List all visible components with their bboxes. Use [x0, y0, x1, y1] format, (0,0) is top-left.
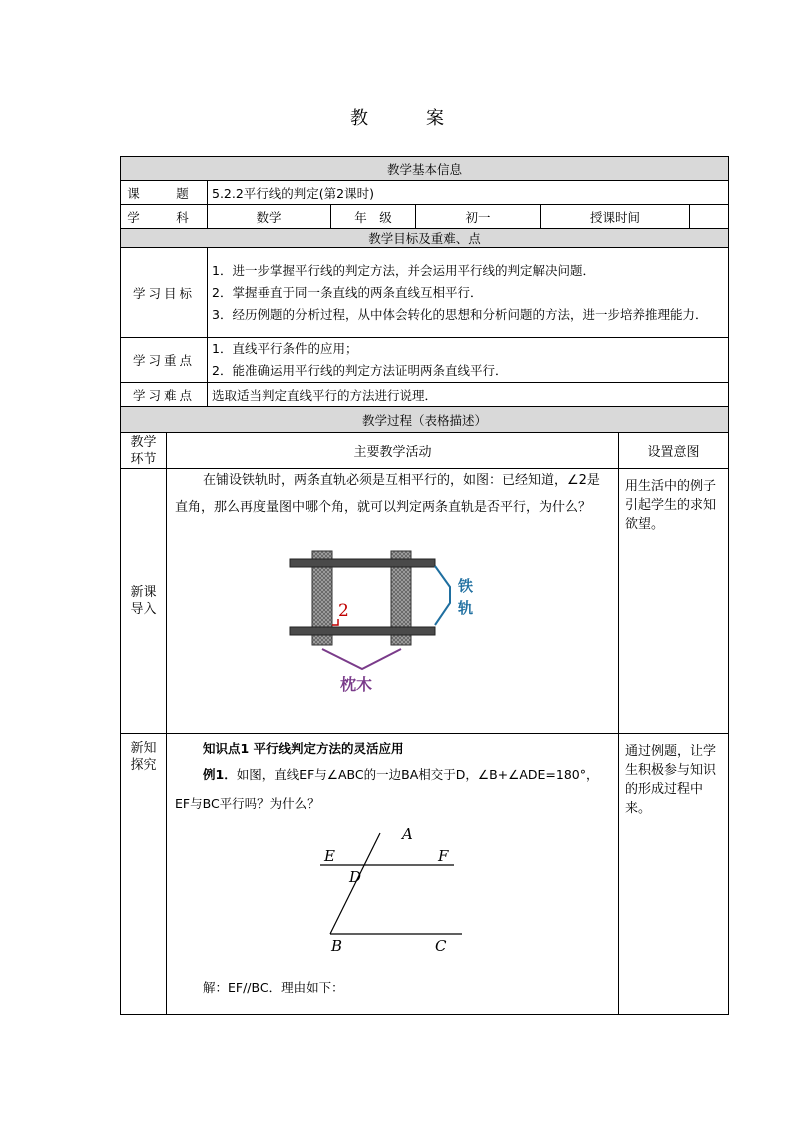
key-points	[208, 338, 729, 383]
process-header: 教学过程（表格描述）	[121, 407, 729, 433]
key-point-item: 2．能准确运用平行线的判定方法证明两条直线平行．	[212, 363, 508, 378]
col-stage-header: 教学环节	[121, 433, 167, 469]
objective-item: 3．经历例题的分析过程，从中体会转化的思想和分析问题的方法，进一步培养推理能力．	[212, 306, 708, 322]
topic-value: 5.2.2平行线的判定(第2课时)	[208, 181, 729, 205]
intro-paragraph: 在铺设铁轨时，两条直轨必须是互相平行的，如图：已经知道，∠2是直角，那么再度量图中哪个角，就可以判定两条直轨是否平行，为什么？	[175, 473, 600, 515]
time-value	[690, 205, 729, 229]
objective-list	[208, 248, 729, 338]
col-intent-header: 设置意图	[619, 433, 729, 469]
rail-diagram	[167, 545, 583, 695]
geometry-figure	[167, 827, 583, 957]
solution-line: 解：EF//BC．理由如下：	[203, 980, 344, 995]
example-1	[167, 760, 618, 818]
intro-activity	[167, 469, 619, 734]
grade-label: 年 级	[331, 205, 416, 229]
rail-label-2: 轨	[458, 599, 474, 617]
point-a: A	[402, 827, 413, 843]
objective-item: 2．掌握垂直于同一条直线的两条直线互相平行．	[212, 284, 483, 300]
stage-explore-text: 新知探究	[130, 741, 157, 773]
rail-brace	[435, 566, 450, 625]
intro-intent: 用生活中的例子引起学生的求知欲望。	[619, 469, 729, 734]
subject-label: 学 科	[121, 205, 208, 229]
rail-top	[290, 559, 435, 567]
example-label: 例1．	[203, 767, 237, 782]
objective-label: 学习目标	[121, 248, 208, 338]
point-b: B	[331, 937, 343, 955]
key-label: 学习重点	[121, 338, 208, 383]
knowledge-point-title: 知识点1 平行线判定方法的灵活应用	[203, 741, 404, 756]
rail-label-1: 铁	[458, 577, 474, 595]
point-e: E	[324, 847, 335, 865]
difficulty-value: 选取适当判定直线平行的方法进行说理．	[208, 383, 729, 407]
example-text: 如图，直线EF与∠ABC的一边BA相交于D，∠B+∠ADE=180°，EF与BC平行吗？为什么？	[175, 767, 599, 811]
stage-explore	[121, 734, 167, 1015]
time-label: 授课时间	[541, 205, 690, 229]
objective-item: 1．进一步掌握平行线的判定方法，并会运用平行线的判定解决问题．	[212, 262, 595, 278]
angle-2-label: 2	[338, 601, 349, 621]
grade-value: 初一	[416, 205, 541, 229]
col-activity-header: 主要教学活动	[167, 433, 619, 469]
lesson-plan-table	[120, 156, 729, 1015]
subject-value: 数学	[208, 205, 331, 229]
sleeper-brace	[322, 649, 401, 669]
point-d: D	[349, 868, 362, 886]
stage-intro-text: 新课导入	[130, 585, 157, 617]
stage-intro	[121, 469, 167, 734]
point-c: C	[435, 937, 447, 955]
basic-info-header: 教学基本信息	[121, 157, 729, 181]
goals-header: 教学目标及重难、点	[121, 229, 729, 248]
sleeper-label: 枕木	[340, 675, 373, 694]
point-f: F	[438, 847, 449, 865]
key-point-item: 1．直线平行条件的应用；	[212, 341, 358, 356]
topic-label: 课 题	[121, 181, 208, 205]
explore-intent: 通过例题，让学生积极参与知识的形成过程中来。	[619, 734, 729, 1015]
rail-bottom	[290, 627, 435, 635]
explore-activity	[167, 734, 619, 1015]
difficulty-label: 学习难点	[121, 383, 208, 407]
page-title: 教 案	[350, 108, 464, 129]
